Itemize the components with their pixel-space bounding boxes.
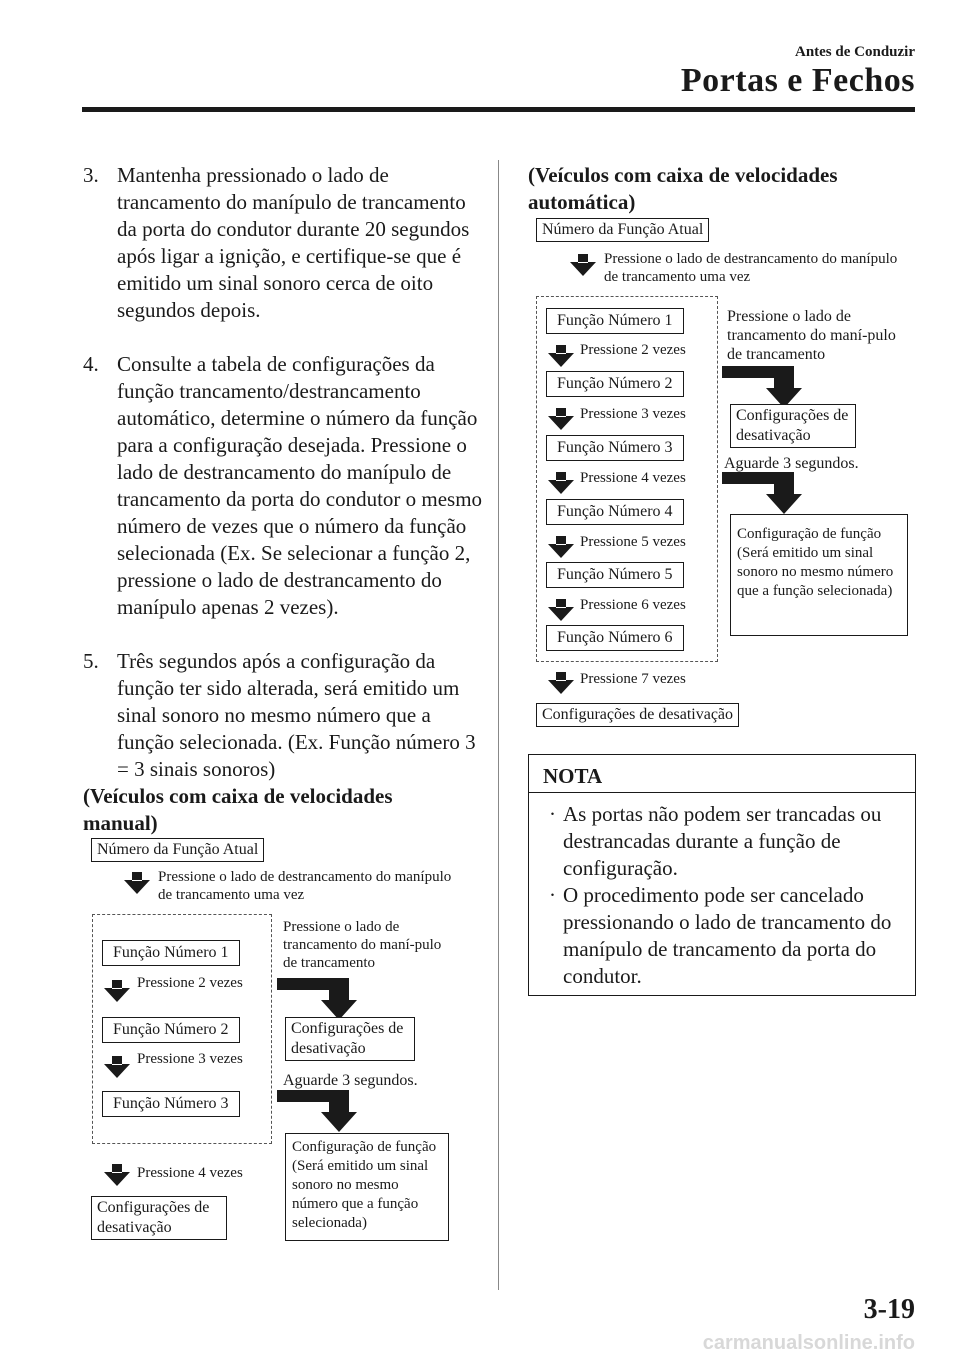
manual-config-off-box: Configurações de desativação: [285, 1017, 415, 1061]
auto-current-function: Número da Função Atual: [536, 218, 709, 242]
down-arrow-icon: [104, 980, 130, 1002]
down-arrow-icon: [548, 599, 574, 621]
chapter-title: Portas e Fechos: [680, 62, 915, 99]
down-arrow-icon: [548, 408, 574, 430]
watermark: carmanualsonline.info: [702, 1332, 915, 1354]
turn-down-arrow-icon: [277, 1090, 357, 1132]
step-text: Consulte a tabela de configurações da função trancamento/destrancamento automático, determine o número da função para a configuração desejada. Pressione o lado de destrancamento do manípulo de trancamento da porta do condutor o mesmo número de vezes que o número da função selecionada (Ex. Se selecionar a função 2, pressione o lado de destrancamento do manípulo apenas 2 vezes).: [117, 352, 483, 619]
note-title: NOTA: [529, 755, 915, 793]
step-3: [83, 162, 483, 324]
note-item-text: As portas não podem ser trancadas ou destrancadas durante a função de configuração.: [563, 802, 882, 880]
down-arrow-icon: [104, 1164, 130, 1186]
auto-function-6: Função Número 6: [546, 625, 684, 651]
manual-press-2: Pressione 2 vezes: [137, 975, 243, 991]
auto-config-off-box: Configurações de desativação: [730, 404, 856, 448]
manual-function-2: Função Número 2: [102, 1017, 240, 1043]
step-number: 4.: [83, 352, 99, 376]
auto-function-3: Função Número 3: [546, 435, 684, 461]
manual-press-lock-label: Pressione o lado de trancamento do maní-pulo de trancamento: [283, 919, 442, 971]
bullet-icon: ·: [549, 802, 556, 826]
down-arrow-icon: [104, 1056, 130, 1078]
down-arrow-icon: [548, 672, 574, 694]
automatic-heading: (Veículos com caixa de velocidades automática): [528, 163, 838, 214]
manual-press-unlock-label: Pressione o lado de destrancamento do manípulo de trancamento uma vez: [158, 869, 452, 903]
down-arrow-icon: [548, 536, 574, 558]
manual-press-3: Pressione 3 vezes: [137, 1051, 243, 1067]
auto-press-4: Pressione 4 vezes: [580, 470, 686, 486]
auto-function-1: Função Número 1: [546, 308, 684, 334]
turn-down-arrow-icon: [277, 978, 357, 1020]
header-rule: [82, 107, 915, 112]
manual-function-1: Função Número 1: [102, 940, 240, 966]
auto-press-3: Pressione 3 vezes: [580, 406, 686, 422]
step-number: 5.: [83, 649, 99, 673]
auto-function-2: Função Número 2: [546, 371, 684, 397]
manual-wait-label: Aguarde 3 segundos.: [283, 1072, 418, 1089]
section-title: Antes de Conduzir: [794, 44, 915, 60]
step-number: 3.: [83, 163, 99, 187]
auto-function-5: Função Número 5: [546, 562, 684, 588]
auto-press-5: Pressione 5 vezes: [580, 534, 686, 550]
step-text: Mantenha pressionado o lado de trancamento do manípulo de trancamento da porta do condutor durante 20 segundos após ligar a ignição, e certifique-se que é emitido um sinal sonoro cerca de oito segundos depois.: [117, 163, 470, 322]
manual-press-4: Pressione 4 vezes: [137, 1165, 243, 1181]
auto-function-4: Função Número 4: [546, 499, 684, 525]
column-divider: [498, 160, 499, 1290]
manual-current-function: Número da Função Atual: [91, 838, 264, 862]
bullet-icon: ·: [549, 883, 556, 907]
down-arrow-icon: [548, 472, 574, 494]
down-arrow-icon: [548, 345, 574, 367]
turn-down-arrow-icon: [722, 472, 802, 514]
note-item-text: O procedimento pode ser cancelado pressionando o lado de trancamento do manípulo de trancamento da porta do condutor.: [563, 883, 892, 988]
down-arrow-icon: [124, 872, 150, 894]
step-5: [83, 648, 483, 783]
note-list: [529, 793, 915, 990]
manual-config-result-box: Configuração de função (Será emitido um sinal sonoro no mesmo número que a função selecionada): [285, 1133, 449, 1241]
auto-deactivate-box: Configurações de desativação: [536, 703, 739, 727]
turn-down-arrow-icon: [722, 366, 802, 408]
page-number: 3-19: [863, 1294, 915, 1325]
auto-wait-label: Aguarde 3 segundos.: [724, 455, 859, 472]
manual-deactivate-box: Configurações de desativação: [91, 1196, 227, 1240]
auto-press-2: Pressione 2 vezes: [580, 342, 686, 358]
auto-press-6: Pressione 6 vezes: [580, 597, 686, 613]
auto-config-result-box: Configuração de função (Será emitido um sinal sonoro no mesmo número que a função selecionada): [730, 514, 908, 636]
step-4: [83, 351, 483, 621]
auto-press-lock-label: Pressione o lado de trancamento do maní-pulo de trancamento: [727, 308, 896, 363]
auto-press-unlock-label: Pressione o lado de destrancamento do manípulo de trancamento uma vez: [604, 251, 898, 285]
note-box: [528, 754, 916, 996]
note-item: [529, 882, 915, 990]
manual-heading: (Veículos com caixa de velocidades manual): [83, 784, 393, 835]
note-item: [529, 801, 915, 882]
step-text: Três segundos após a configuração da função ter sido alterada, será emitido um sinal sonoro no mesmo número que a função selecionada. (Ex. Função número 3 = 3 sinais sonoros): [117, 649, 476, 781]
auto-press-7: Pressione 7 vezes: [580, 671, 686, 687]
down-arrow-icon: [570, 254, 596, 276]
manual-function-3: Função Número 3: [102, 1091, 240, 1117]
